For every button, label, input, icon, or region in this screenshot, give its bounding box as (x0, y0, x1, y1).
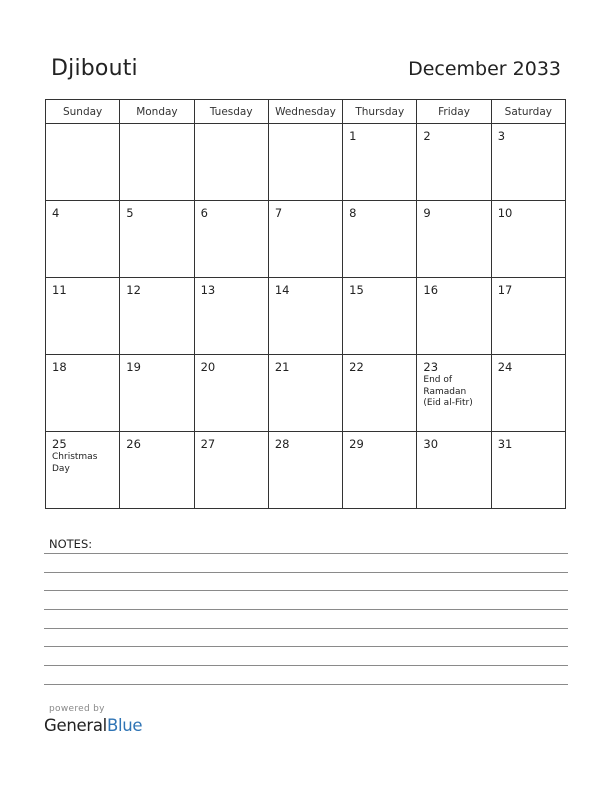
day-number: 10 (497, 206, 513, 220)
day-cell (343, 432, 417, 509)
day-number: 30 (423, 437, 439, 451)
day-cell (343, 355, 417, 432)
notes-line (44, 609, 568, 610)
day-cell (417, 355, 491, 432)
notes-line (44, 646, 568, 647)
day-cell (343, 278, 417, 355)
day-number: 29 (349, 437, 364, 451)
notes-line (44, 665, 568, 666)
day-number: 13 (200, 283, 216, 297)
day-cell (194, 124, 268, 201)
day-cell (491, 124, 565, 201)
day-number: 21 (274, 360, 290, 374)
notes-line (44, 628, 568, 629)
day-cell (46, 278, 120, 355)
day-cell (120, 355, 194, 432)
day-cell (491, 355, 565, 432)
day-number: 15 (349, 283, 364, 297)
day-number: 5 (126, 206, 134, 220)
logo-general-text: General (44, 716, 107, 735)
day-number: 27 (200, 437, 216, 451)
powered-by-text: powered by (49, 704, 105, 714)
calendar-weeks (46, 124, 566, 509)
day-cell (268, 124, 342, 201)
week-row (46, 278, 566, 355)
day-cell (491, 278, 565, 355)
day-cell (268, 355, 342, 432)
week-row (46, 124, 566, 201)
day-cell (417, 124, 491, 201)
month-year-title: December 2033 (408, 58, 561, 80)
day-cell (343, 124, 417, 201)
country-title: Djibouti (51, 56, 138, 81)
day-number: 9 (423, 206, 431, 220)
notes-line (44, 572, 568, 573)
day-cell (120, 432, 194, 509)
day-number: 25 (52, 437, 67, 451)
weekday-tuesday: Tuesday (194, 100, 268, 124)
day-cell (491, 432, 565, 509)
day-number: 11 (52, 283, 67, 297)
day-number: 14 (274, 283, 290, 297)
day-number: 1 (349, 129, 357, 143)
day-cell (268, 201, 342, 278)
day-cell (46, 355, 120, 432)
notes-line (44, 590, 568, 591)
week-row (46, 432, 566, 509)
day-cell (417, 201, 491, 278)
day-cell (46, 432, 120, 509)
day-number: 8 (349, 206, 357, 220)
day-number: 19 (126, 360, 141, 374)
day-number: 26 (126, 437, 141, 451)
day-number: 6 (200, 206, 208, 220)
day-number: 31 (497, 437, 513, 451)
day-number: 23 (423, 360, 439, 374)
day-cell (120, 124, 194, 201)
day-number: 2 (423, 129, 431, 143)
notes-line (44, 553, 568, 554)
day-number: 12 (126, 283, 141, 297)
notes-label: NOTES: (49, 537, 93, 551)
calendar-grid (45, 99, 566, 509)
day-cell (417, 432, 491, 509)
day-cell (120, 201, 194, 278)
day-cell (268, 278, 342, 355)
holiday-event: Christmas Day (52, 452, 98, 474)
day-number: 18 (52, 360, 67, 374)
day-cell (46, 201, 120, 278)
logo-blue-text: Blue (106, 716, 143, 735)
generalblue-logo[interactable] (44, 716, 142, 735)
week-row (46, 355, 566, 432)
day-cell (46, 124, 120, 201)
day-cell (120, 278, 194, 355)
day-cell (491, 201, 565, 278)
day-cell (417, 278, 491, 355)
weekday-thursday: Thursday (343, 100, 417, 124)
weekday-friday: Friday (417, 100, 491, 124)
day-number: 7 (274, 206, 283, 220)
weekday-saturday: Saturday (491, 100, 565, 124)
day-number: 3 (497, 129, 506, 143)
weekday-header-row (46, 100, 566, 124)
weekday-sunday: Sunday (46, 100, 120, 124)
day-number: 28 (274, 437, 290, 451)
day-number: 16 (423, 283, 439, 297)
day-cell (268, 432, 342, 509)
day-cell (194, 201, 268, 278)
weekday-monday: Monday (120, 100, 194, 124)
day-cell (194, 278, 268, 355)
notes-line (44, 684, 568, 685)
day-number: 20 (200, 360, 216, 374)
day-cell (343, 201, 417, 278)
day-number: 4 (52, 206, 60, 220)
day-number: 24 (497, 360, 513, 374)
weekday-wednesday: Wednesday (268, 100, 342, 124)
day-number: 22 (349, 360, 364, 374)
day-cell (194, 432, 268, 509)
day-cell (194, 355, 268, 432)
week-row (46, 201, 566, 278)
holiday-event: End of Ramadan (Eid al-Fitr) (423, 375, 473, 408)
day-number: 17 (497, 283, 513, 297)
